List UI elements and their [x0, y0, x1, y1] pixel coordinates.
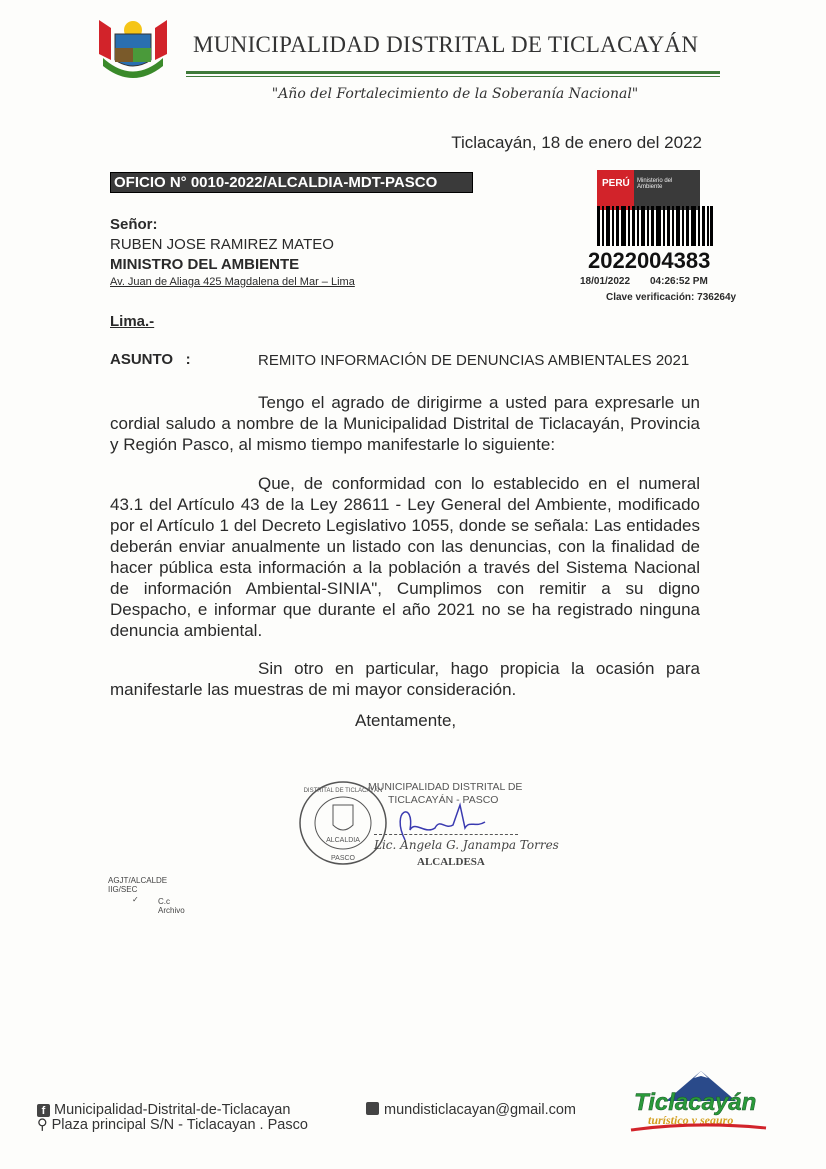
municipal-coat-of-arms-logo: [95, 10, 171, 80]
institution-title: MUNICIPALIDAD DISTRITAL DE TICLACAYÁN: [193, 32, 699, 57]
body-paragraph: Sin otro en particular, hago propicia la ocasión para manifestarle las muestras de mi mayor consideración.: [110, 659, 700, 699]
signer-role: ALCALDESA: [417, 856, 485, 868]
stamp-line-1: MUNICIPALIDAD DISTRITAL DE: [368, 781, 523, 793]
recipient-title: MINISTRO DEL AMBIENTE: [110, 256, 300, 273]
subject-label: ASUNTO :: [110, 351, 191, 368]
signature-line: [374, 834, 518, 835]
salutation: Señor:: [110, 216, 158, 233]
seal-center-text: ALCALDIA: [326, 837, 360, 844]
body-paragraph: Que, de conformidad con lo establecido en el numeral 43.1 del Artículo 43 de la Ley 28611 - Ley General del Ambiente, modificado por el Artículo 1 del Decreto Legislativo 1055, donde se señala: Las entidades deberán enviar anualmente un listado con las denuncias, con la finalidad de hacer pública esta información a la población a través del Sistema Nacional de información Ambiental-SINIA", Cumplimos con remitir a su digno Despacho, e informar que durante el año 2021 no se ha registrado ninguna denuncia ambiental.: [110, 474, 700, 640]
reception-time: 04:26:52 PM: [650, 276, 708, 287]
header-divider-thin: [186, 76, 720, 77]
ref-initials-1: AGJT/ALCALDE: [108, 876, 168, 885]
email-contact: [366, 1102, 576, 1118]
seal-top-text: DISTRITAL DE TICLACAYÁN: [303, 788, 383, 794]
recipient-name: RUBEN JOSE RAMIREZ MATEO: [110, 236, 334, 253]
ministry-label: Ministerio del Ambiente: [634, 170, 700, 210]
body-paragraph: Tengo el agrado de dirigirme a usted para expresarle un cordial saludo a nombre de la Municipalidad Distrital de Ticlacayán, Provincia y Región Pasco, al mismo tiempo manifestarle lo siguiente:: [110, 393, 700, 454]
seal-bottom-text: PASCO: [331, 855, 355, 862]
letter-date: Ticlacayán, 18 de enero del 2022: [451, 133, 702, 152]
cc-label: C.c: [158, 897, 170, 906]
office-address: Plaza principal S/N - Ticlacayan . Pasco: [51, 1117, 308, 1133]
facebook-page: Municipalidad-Distrital-de-Ticlacayan: [54, 1102, 291, 1118]
facebook-icon: f: [37, 1104, 50, 1117]
registration-number: 2022004383: [588, 248, 711, 273]
brand-slogan: turístico y seguro: [648, 1113, 734, 1127]
closing: Atentamente,: [355, 711, 457, 730]
location-pin-icon: ⚲: [37, 1117, 48, 1133]
year-motto: "Año del Fortalecimiento de la Soberanía Nacional": [271, 86, 639, 102]
archive-label: Archivo: [158, 906, 185, 915]
tourism-brand-logo: [626, 1066, 776, 1136]
recipient-address: Av. Juan de Aliaga 425 Magdalena del Mar – Lima: [110, 276, 355, 288]
email-address: mundisticlacayan@gmail.com: [384, 1102, 577, 1118]
verification-key: Clave verificación: 736264y: [606, 292, 737, 303]
facebook-contact: [37, 1102, 290, 1118]
barcode: [597, 206, 713, 246]
subject-text: REMITO INFORMACIÓN DE DENUNCIAS AMBIENTALES 2021: [258, 352, 690, 369]
signer-name: Lic. Angela G. Janampa Torres: [374, 838, 559, 852]
peru-label: PERÚ: [597, 170, 634, 210]
stamp-line-2: TICLACAYÁN - PASCO: [388, 794, 499, 806]
city-heading: Lima.-: [110, 313, 155, 330]
oficio-number: OFICIO N° 0010-2022/ALCALDIA-MDT-PASCO: [110, 172, 473, 193]
address-contact: [37, 1117, 308, 1133]
check-mark-icon: ✓: [132, 895, 139, 904]
email-icon: [366, 1102, 379, 1115]
header-divider: [186, 71, 720, 74]
ref-initials-2: IIG/SEC: [108, 885, 138, 894]
ministry-reception-stamp: [597, 170, 700, 210]
brand-name: Ticlacayán: [634, 1089, 757, 1116]
reception-date: 18/01/2022: [580, 276, 631, 287]
